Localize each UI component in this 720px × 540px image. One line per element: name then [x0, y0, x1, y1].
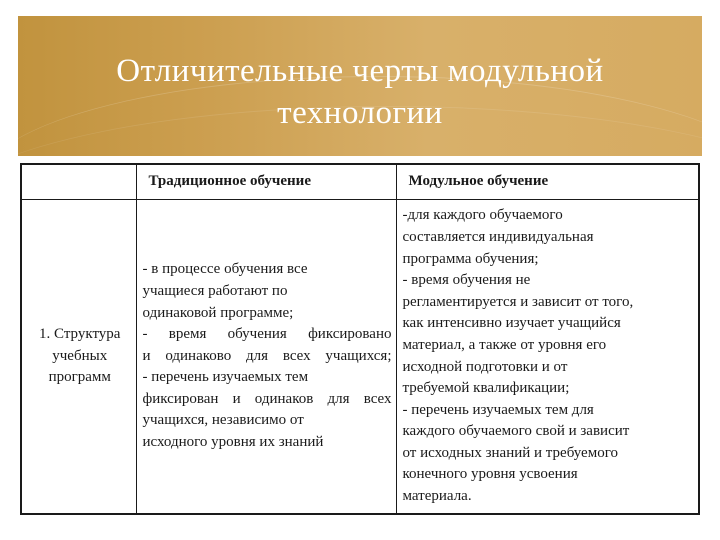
traditional-description: [136, 200, 396, 515]
text-line: - время обучения фиксировано: [142, 326, 392, 343]
header-traditional: Традиционное обучение: [136, 164, 396, 200]
text-line: учащихся, независимо от: [142, 412, 304, 429]
row-label-structure: [21, 200, 136, 515]
title-banner: [18, 16, 702, 156]
slide-title-line: Отличительные черты модульной: [116, 53, 604, 89]
slide-title: [18, 50, 702, 134]
text-line: программа обучения;: [402, 250, 539, 267]
text-line: - перечень изучаемых тем для: [402, 401, 594, 418]
text-line: материала.: [402, 488, 472, 505]
row-label-line: программ: [48, 369, 111, 386]
header-cell-empty: [21, 164, 136, 200]
text-line: - в процессе обучения все: [142, 261, 308, 278]
text-line: составляется индивидуальная: [402, 228, 594, 245]
text-line: - время обучения не: [402, 272, 531, 289]
text-line: регламентируется и зависит от того,: [402, 293, 634, 310]
text-line: исходной подготовки и от: [402, 358, 568, 375]
table-header-row: [21, 164, 699, 200]
header-modular: Модульное обучение: [396, 164, 699, 200]
text-line: как интенсивно изучает учащийся: [402, 315, 621, 332]
text-line: фиксирован и одинаков для всех: [142, 390, 392, 407]
text-line: конечного уровня усвоения: [402, 466, 578, 483]
text-line: требуемой квалификации;: [402, 380, 570, 397]
text-line: - перечень изучаемых тем: [142, 369, 309, 386]
text-line: -для каждого обучаемого: [402, 207, 563, 224]
row-label-line: 1. Структура: [39, 326, 121, 343]
table-row: [21, 200, 699, 515]
text-line: каждого обучаемого свой и зависит: [402, 423, 630, 440]
text-line: одинаковой программе;: [142, 304, 294, 321]
text-line: и одинаково для всех учащихся;: [142, 347, 392, 364]
text-line: исходного уровня их знаний: [142, 434, 324, 451]
text-line: учащиеся работают по: [142, 282, 288, 299]
slide-title-line: технологии: [277, 95, 443, 131]
text-line: от исходных знаний и требуемого: [402, 444, 618, 461]
text-line: материал, а также от уровня его: [402, 336, 607, 353]
row-label-line: учебных: [52, 347, 108, 364]
comparison-table: [20, 163, 700, 515]
modular-description: [396, 200, 699, 515]
